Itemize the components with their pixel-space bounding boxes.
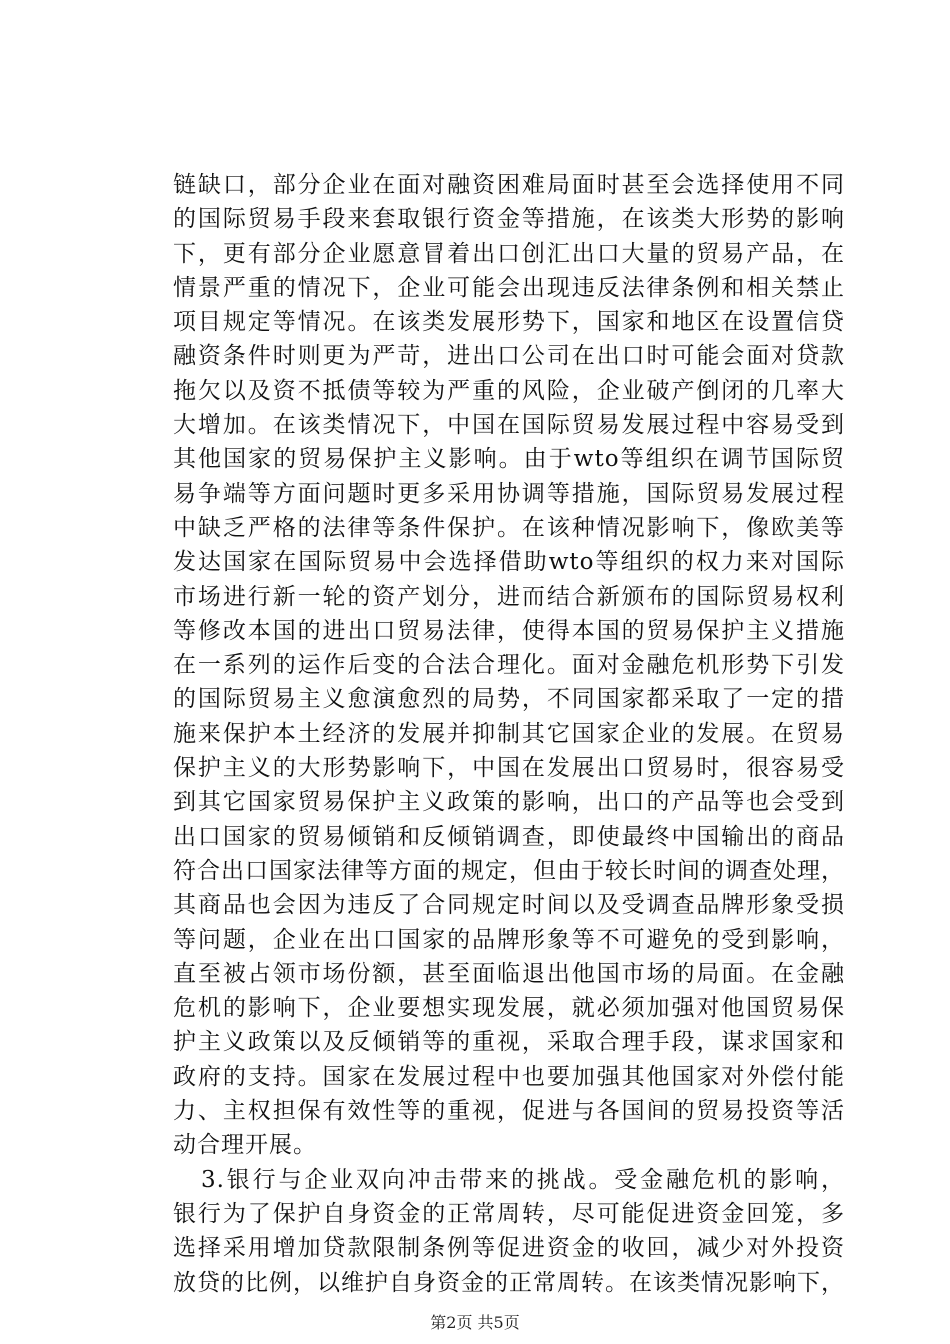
text-line: 项目规定等情况。在该类发展形势下，国家和地区在设置信贷 (173, 309, 845, 336)
text-line: 符合出口国家法律等方面的规定，但由于较长时间的调查处理， (173, 857, 845, 884)
section-heading-line: 3.银行与企业双向冲击带来的挑战。受金融危机的影响， (201, 1166, 845, 1193)
text-line: 直至被占领市场份额，甚至面临退出他国市场的局面。在金融 (173, 960, 845, 987)
text-line: 到其它国家贸易保护主义政策的影响，出口的产品等也会受到 (173, 789, 845, 816)
text-line: 等修改本国的进出口贸易法律，使得本国的贸易保护主义措施 (173, 617, 845, 644)
text-line: 融资条件时则更为严苛，进出口公司在出口时可能会面对贷款 (173, 343, 845, 370)
text-line: 放贷的比例，以维护自身资金的正常周转。在该类情况影响下， (173, 1269, 845, 1296)
text-line: 情景严重的情况下，企业可能会出现违反法律条例和相关禁止 (173, 274, 845, 301)
text-line: 易争端等方面问题时更多采用协调等措施，国际贸易发展过程 (173, 480, 845, 507)
text-line: 在一系列的运作后变的合法合理化。面对金融危机形势下引发 (173, 652, 845, 679)
text-line: 选择采用增加贷款限制条例等促进资金的收回，减少对外投资 (173, 1235, 845, 1262)
text-line: 出口国家的贸易倾销和反倾销调查，即使最终中国输出的商品 (173, 823, 845, 850)
text-line: 的国际贸易手段来套取银行资金等措施，在该类大形势的影响 (173, 206, 845, 233)
text-line: 下，更有部分企业愿意冒着出口创汇出口大量的贸易产品，在 (173, 240, 845, 267)
text-line: 施来保护本土经济的发展并抑制其它国家企业的发展。在贸易 (173, 720, 845, 747)
text-line: 动合理开展。 (173, 1132, 317, 1159)
text-line: 市场进行新一轮的资产划分，进而结合新颁布的国际贸易权利 (173, 583, 845, 610)
text-line: 护主义政策以及反倾销等的重视，采取合理手段，谋求国家和 (173, 1029, 845, 1056)
text-line: 其他国家的贸易保护主义影响。由于wto等组织在调节国际贸 (173, 446, 845, 473)
text-line: 拖欠以及资不抵债等较为严重的风险，企业破产倒闭的几率大 (173, 377, 845, 404)
text-line: 链缺口，部分企业在面对融资困难局面时甚至会选择使用不同 (173, 172, 845, 198)
text-line: 发达国家在国际贸易中会选择借助wto等组织的权力来对国际 (173, 549, 845, 576)
text-line: 中缺乏严格的法律等条件保护。在该种情况影响下，像欧美等 (173, 514, 845, 541)
page-number-footer: 第2页 共5页 (430, 1313, 520, 1332)
text-line: 政府的支持。国家在发展过程中也要加强其他国家对外偿付能 (173, 1063, 845, 1090)
text-line: 大增加。在该类情况下，中国在国际贸易发展过程中容易受到 (173, 412, 845, 439)
text-line: 危机的影响下，企业要想实现发展，就必须加强对他国贸易保 (173, 995, 845, 1022)
text-line: 的国际贸易主义愈演愈烈的局势，不同国家都采取了一定的措 (173, 686, 845, 713)
text-line: 等问题，企业在出口国家的品牌形象等不可避免的受到影响， (173, 926, 845, 953)
document-body (173, 168, 845, 1300)
text-line: 保护主义的大形势影响下，中国在发展出口贸易时，很容易受 (173, 755, 845, 782)
text-line: 力、主权担保有效性等的重视，促进与各国间的贸易投资等活 (173, 1098, 845, 1125)
text-line: 银行为了保护自身资金的正常周转，尽可能促进资金回笼，多 (173, 1200, 845, 1227)
text-line: 其商品也会因为违反了合同规定时间以及受调查品牌形象受损 (173, 892, 845, 919)
